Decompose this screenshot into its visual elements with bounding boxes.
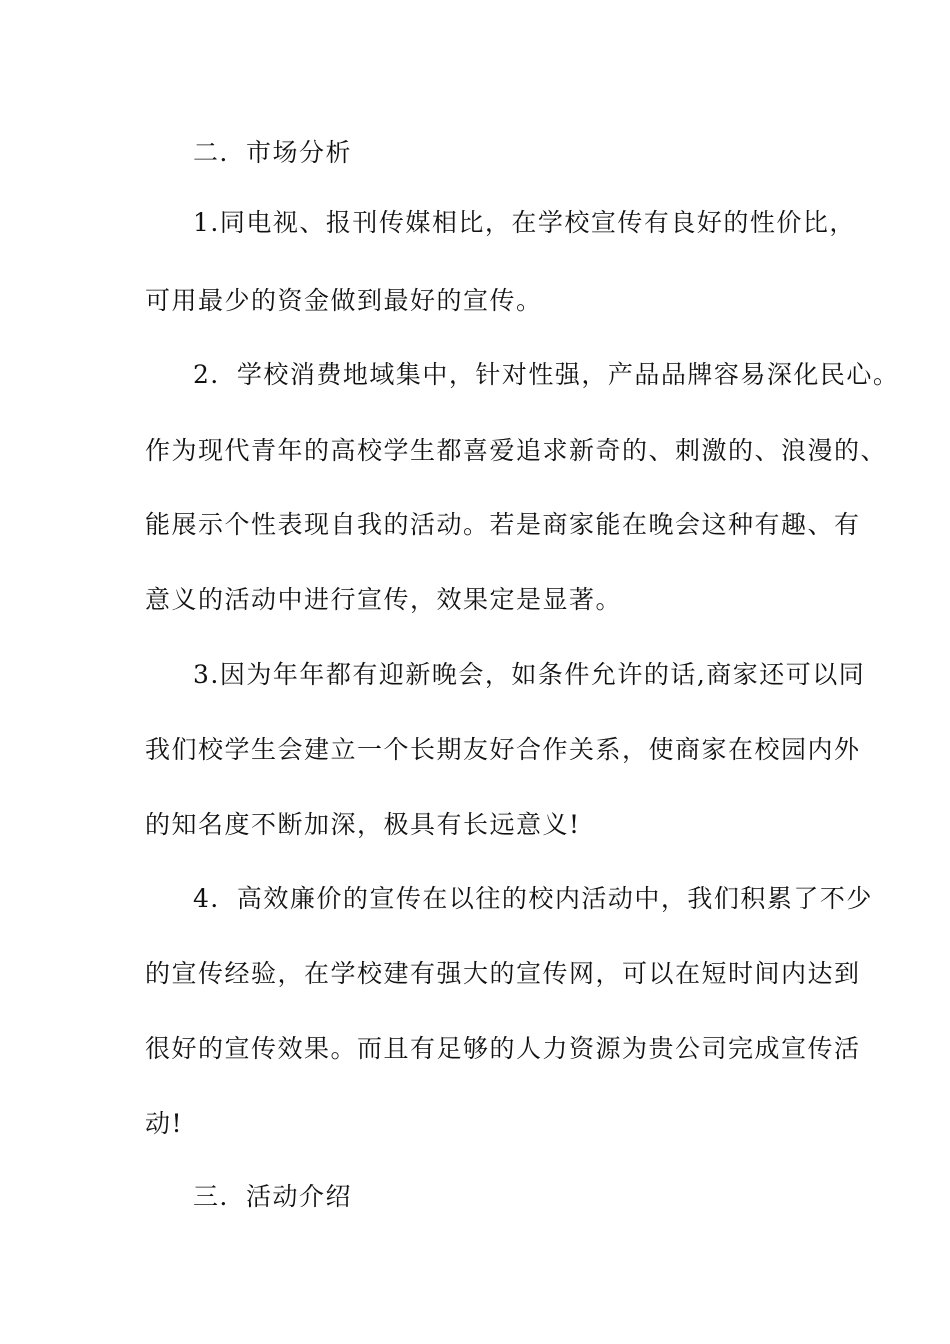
paragraph-line: 能展示个性表现自我的活动。若是商家能在晚会这种有趣、有 [145, 510, 861, 539]
paragraph-line: 3.因为年年都有迎新晚会，如条件允许的话,商家还可以同 [193, 660, 866, 689]
paragraph-line: 作为现代青年的高校学生都喜爱追求新奇的、刺激的、浪漫的、 [145, 436, 888, 465]
paragraph-line: 1.同电视、报刊传媒相比，在学校宣传有良好的性价比， [193, 208, 856, 237]
paragraph-line: 我们校学生会建立一个长期友好合作关系，使商家在校园内外 [145, 735, 861, 764]
paragraph-line: 4．高效廉价的宣传在以往的校内活动中，我们积累了不少 [193, 884, 873, 913]
paragraph-line: 可用最少的资金做到最好的宣传。 [145, 286, 543, 315]
paragraph-line: 2．学校消费地域集中，针对性强，产品品牌容易深化民心。 [193, 360, 900, 389]
paragraph-line: 动! [145, 1109, 184, 1138]
paragraph-line: 很好的宣传效果。而且有足够的人力资源为贵公司完成宣传活 [145, 1034, 861, 1063]
section-heading-market-analysis: 二．市场分析 [193, 138, 353, 167]
paragraph-line: 意义的活动中进行宣传，效果定是显著。 [145, 585, 623, 614]
paragraph-line: 的知名度不断加深，极具有长远意义! [145, 810, 581, 839]
section-heading-activity-intro: 三．活动介绍 [193, 1182, 353, 1211]
paragraph-line: 的宣传经验，在学校建有强大的宣传网，可以在短时间内达到 [145, 959, 861, 988]
